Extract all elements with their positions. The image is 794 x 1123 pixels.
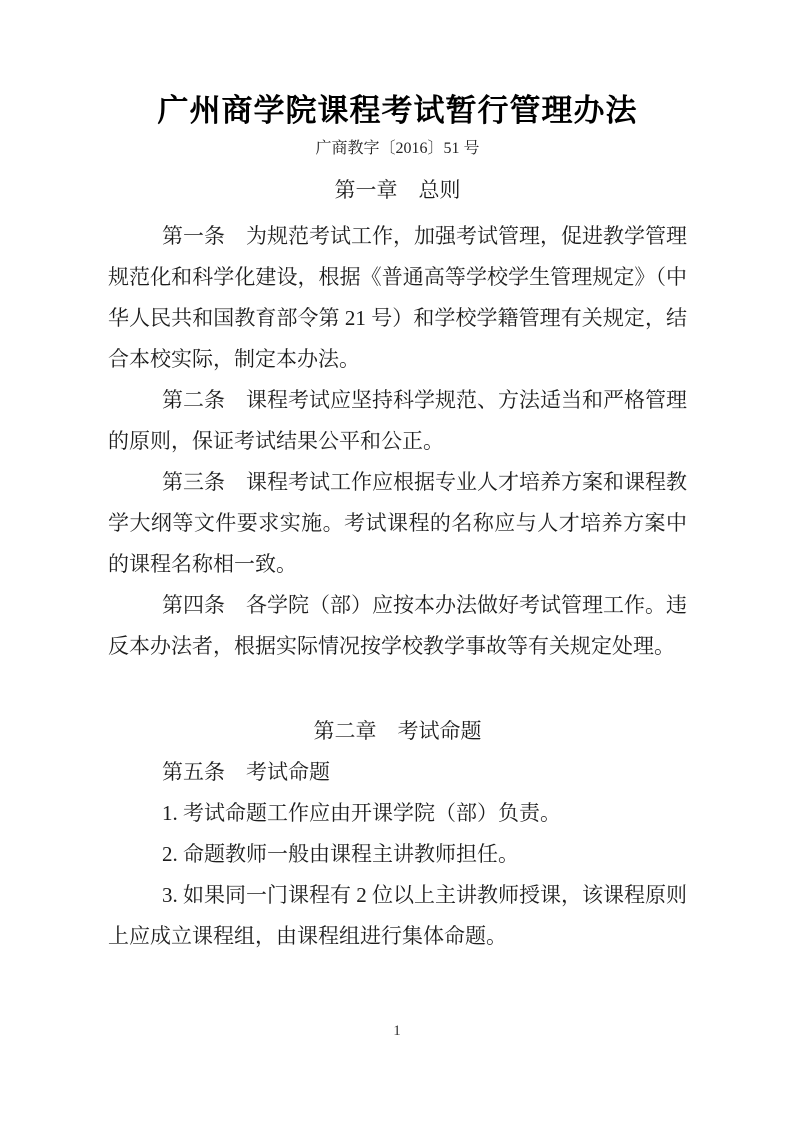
document-title: 广州商学院课程考试暂行管理办法 [157,93,638,128]
chapter-2-heading: 第二章 考试命题 [313,719,482,743]
clause-5-item-1: 1. 考试命题工作应由开课学院（部）负责。 [162,801,561,825]
page-number: 1 [393,1023,401,1039]
clause-2-paragraph: 第二条 课程考试应坚持科学规范、方法适当和严格管理的原则，保证考试结果公平和公正。 [108,388,687,453]
document-content [108,88,687,957]
clause-3-paragraph: 第三条 课程考试工作应根据专业人才培养方案和课程教学大纲等文件要求实施。考试课程的名称应与人才培养方案中的课程名称相一致。 [108,470,687,576]
chapter-1-heading: 第一章 总则 [334,178,461,202]
chapter-1-body [108,216,687,667]
clause-5-heading-line: 第五条 考试命题 [162,760,330,784]
clause-4-paragraph: 第四条 各学院（部）应按本办法做好考试管理工作。违反本办法者，根据实际情况按学校教学事故等有关规定处理。 [108,593,687,658]
document-number: 广商教字〔2016〕51 号 [315,140,480,157]
chapter-2-body [108,752,687,957]
clause-5-item-3: 3. 如果同一门课程有 2 位以上主讲教师授课，该课程原则上应成立课程组，由课程组进行集体命题。 [108,883,687,948]
clause-1-paragraph: 第一条 为规范考试工作，加强考试管理，促进教学管理规范化和科学化建设，根据《普通高等学校学生管理规定》（中华人民共和国教育部令第 21 号）和学校学籍管理有关规定，结合本校实际，制定本办法。 [108,224,687,371]
clause-5-item-2: 2. 命题教师一般由课程主讲教师担任。 [162,842,519,866]
